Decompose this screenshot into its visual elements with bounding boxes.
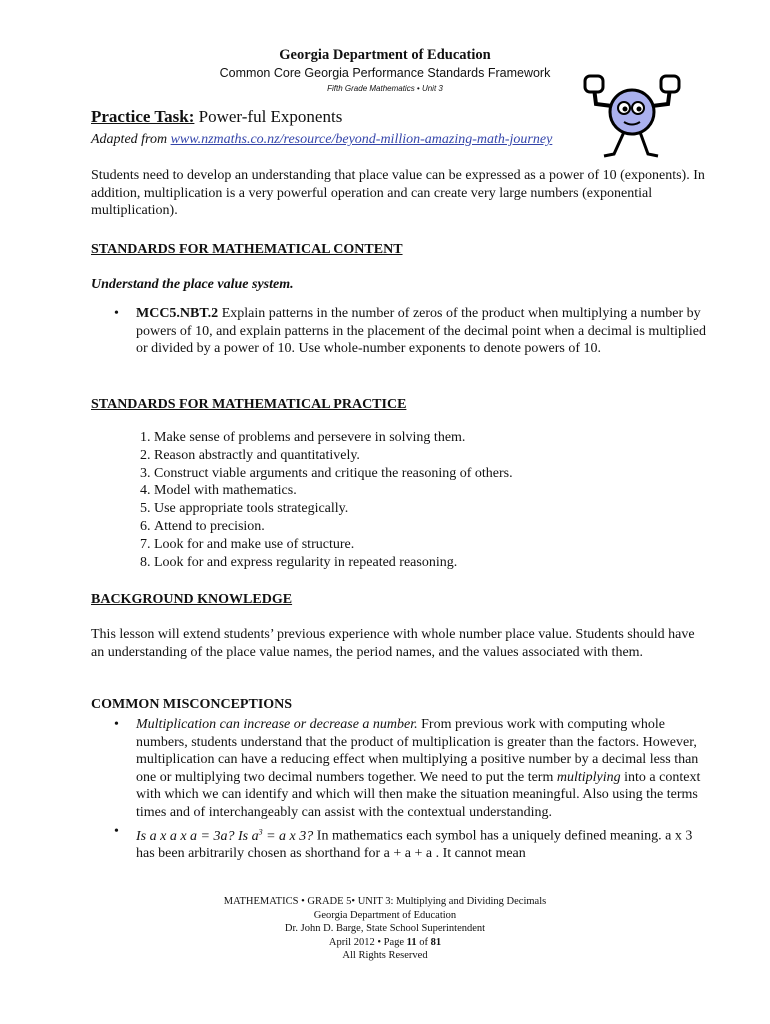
task-title-text: Power-ful Exponents [194, 107, 343, 126]
page-number: 11 [406, 936, 417, 948]
list-item: 1. Make sense of problems and persevere in solving them. [154, 429, 752, 447]
list-item: 6. Attend to precision. [154, 518, 752, 536]
list-item: 2. Reason abstractly and quantitatively. [154, 447, 752, 465]
page-total: 81 [430, 936, 442, 948]
list-item [91, 716, 706, 821]
misconception-lead [136, 829, 313, 844]
list-item: 7. Look for and make use of structure. [154, 536, 752, 554]
background-paragraph: This lesson will extend students’ previous experience with whole number place value. Students should have an understanding of the place value names, the period names, and the values associated with them. [91, 627, 695, 660]
adapted-prefix: Adapted from [91, 132, 171, 147]
misconception-lead: Multiplication can increase or decrease a number. [136, 717, 418, 732]
footer-of: of [416, 936, 431, 948]
header-agency: Georgia Department of Education [279, 47, 491, 63]
list-item: 3. Construct viable arguments and critique the reasoning of others. [154, 465, 752, 483]
standard-text: Explain patterns in the number of zeros of the product when multiplying a number by powers of 10, and explain patterns in the placement of the decimal point when a decimal is multiplied or divided by a power of 10. Use whole-number exponents to denote powers of 10. [136, 306, 706, 356]
background-heading: BACKGROUND KNOWLEDGE [91, 592, 293, 607]
content-standards-subheading: Understand the place value system. [91, 277, 294, 292]
misconception-lead-part: = a x 3? [262, 828, 314, 844]
footer-superintendent: Dr. John D. Barge, State School Superintendent [284, 923, 486, 934]
bullet-icon: • [114, 824, 119, 839]
source-link[interactable]: www.nzmaths.co.nz/resource/beyond-million-amazing-math-journey [170, 132, 553, 147]
header-framework: Common Core Georgia Performance Standards Framework [219, 66, 551, 80]
bullet-icon: • [114, 306, 119, 321]
list-item: 4. Model with mathematics. [154, 482, 752, 500]
misconceptions-list [91, 716, 706, 865]
misconception-italic: multiplying [556, 769, 621, 785]
practice-standards-heading: STANDARDS FOR MATHEMATICAL PRACTICE [91, 397, 407, 412]
task-title-label: Practice Task: [91, 107, 195, 126]
page-footer [0, 895, 770, 963]
adapted-from [91, 131, 706, 149]
bullet-icon: • [114, 717, 119, 732]
misconception-text: into a context with which we can identify and which will then make the situation meaningful. Also using the terms times and of interchangeably can assist with the contextual understanding. [136, 769, 701, 820]
misconception-lead-part: Is a x a x a = 3a? Is a [136, 828, 259, 844]
footer-agency: Georgia Department of Education [313, 909, 457, 921]
footer-page [0, 936, 770, 950]
footer-date: April 2012 • Page [328, 936, 407, 948]
list-item: 5. Use appropriate tools strategically. [154, 500, 752, 518]
content-standards-heading: STANDARDS FOR MATHEMATICAL CONTENT [91, 242, 403, 257]
standard-code: MCC5.NBT.2 [136, 306, 219, 321]
task-title [91, 108, 706, 126]
header-grade-unit: Fifth Grade Mathematics • Unit 3 [327, 84, 443, 93]
content-standard-item [91, 305, 706, 358]
footer-rights: All Rights Reserved [342, 950, 428, 961]
misconception-text: From previous work with computing whole numbers, students understand that the product of multiplication is greater than the factors. However, multiplication can have a reducing effect when multiplying a positive number by a decimal less than one or multiplying two decimal numbers together. We need to put the term [136, 717, 699, 785]
list-item: 8. Look for and express regularity in repeated reasoning. [154, 554, 752, 572]
list-item [91, 823, 706, 863]
exponent: 3 [258, 827, 263, 836]
footer-unit: MATHEMATICS • GRADE 5• UNIT 3: Multiplying and Dividing Decimals [223, 896, 547, 907]
misconception-text: In mathematics each symbol has a uniquely defined meaning. a x 3 has been arbitrarily chosen as shorthand for a + a + a . It cannot mean [136, 828, 693, 862]
misconceptions-heading: COMMON MISCONCEPTIONS [91, 697, 293, 712]
intro-paragraph: Students need to develop an understanding that place value can be expressed as a power of 10 (exponents). In addition, multiplication is a very powerful operation and can create very large numbers (exponential multiplication). [91, 168, 705, 218]
practice-standards-list [137, 429, 752, 571]
